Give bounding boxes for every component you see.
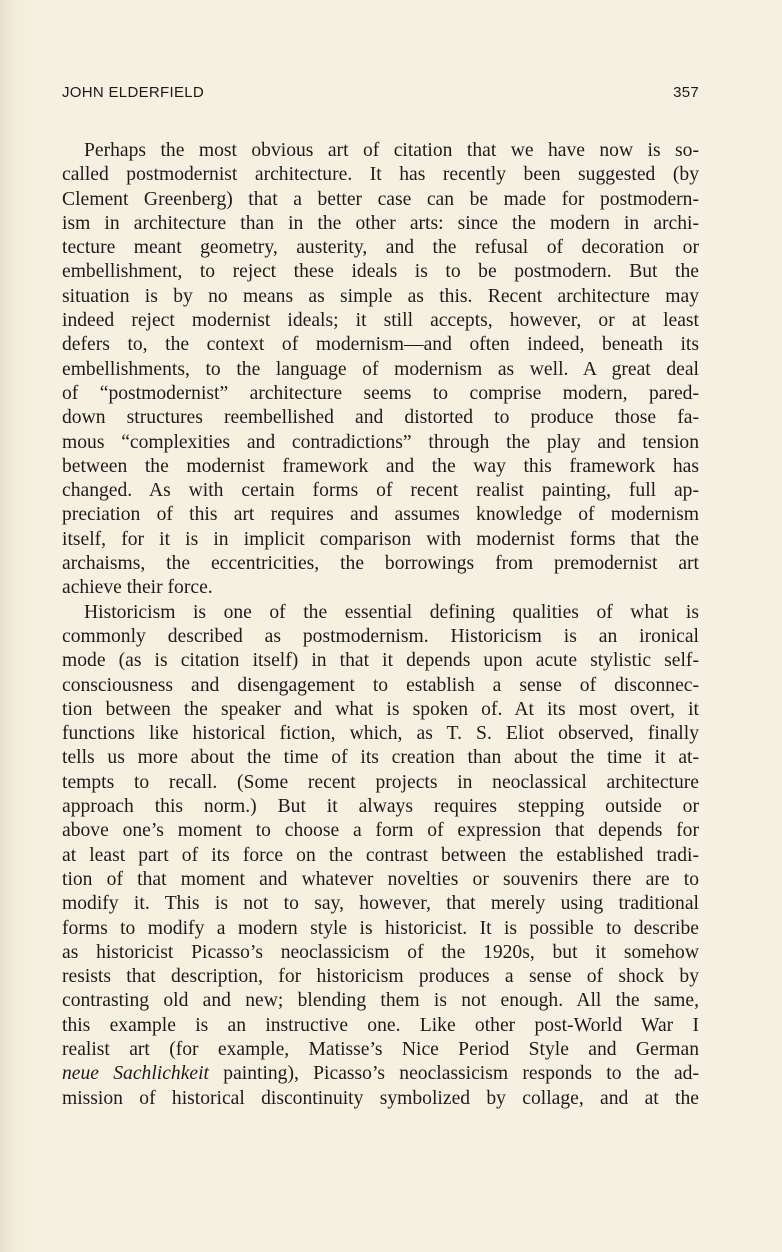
text-line: Perhaps the most obvious art of citation that we have now is so- xyxy=(84,140,699,161)
text-line: embellishment, to reject these ideals is to be postmodern. But the xyxy=(62,261,699,283)
paragraph-2 xyxy=(62,601,699,1111)
text-line: resists that description, for historicism produces a sense of shock by xyxy=(62,966,699,988)
text-line-with-italic xyxy=(62,1062,699,1086)
text-line-remainder: painting), Picasso’s neoclassicism responds to the ad- xyxy=(223,1063,699,1085)
text-line: modify it. This is not to say, however, that merely using traditional xyxy=(62,893,699,915)
text-line: mous “complexities and contradictions” through the play and tension xyxy=(62,431,699,453)
text-line: tempts to recall. (Some recent projects in neoclassical architecture xyxy=(62,771,699,793)
text-line: ism in architecture than in the other arts: since the modern in archi- xyxy=(62,212,699,234)
text-line: of “postmodernist” architecture seems to comprise modern, pared- xyxy=(62,382,699,404)
text-line: Historicism is one of the essential defining qualities of what is xyxy=(84,601,699,623)
text-line: between the modernist framework and the way this framework has xyxy=(62,455,699,477)
text-line: realist art (for example, Matisse’s Nice Period Style and German xyxy=(62,1038,699,1060)
running-head xyxy=(62,84,699,101)
text-line: approach this norm.) But it always requires stepping outside or xyxy=(62,796,699,818)
page-number: 357 xyxy=(673,84,699,101)
text-line: functions like historical fiction, which, as T. S. Eliot observed, finally xyxy=(62,723,699,745)
text-line: defers to, the context of modernism—and often indeed, beneath its xyxy=(62,334,699,356)
italic-term: neue Sachlichkeit xyxy=(62,1063,209,1085)
text-line: indeed reject modernist ideals; it still accepts, however, or at least xyxy=(62,310,699,332)
text-line: as historicist Picasso’s neoclassicism of the 1920s, but it somehow xyxy=(62,941,699,963)
text-line: embellishments, to the language of modernism as well. A great deal xyxy=(62,358,699,380)
text-line: tecture meant geometry, austerity, and the refusal of decoration or xyxy=(62,237,699,259)
text-line: above one’s moment to choose a form of expression that depends for xyxy=(62,820,699,842)
text-line: tells us more about the time of its creation than about the time it at- xyxy=(62,747,699,769)
author-name: JOHN ELDERFIELD xyxy=(62,84,205,101)
text-line: commonly described as postmodernism. Historicism is an ironical xyxy=(62,625,699,647)
text-line: tion of that moment and whatever novelties or souvenirs there are to xyxy=(62,868,699,890)
text-line: archaisms, the eccentricities, the borrowings from premodernist art xyxy=(62,553,699,575)
text-line: mode (as is citation itself) in that it depends upon acute stylistic self- xyxy=(62,650,699,672)
text-line: called postmodernist architecture. It has recently been suggested (by xyxy=(62,164,699,186)
text-line: mission of historical discontinuity symbolized by collage, and at the xyxy=(62,1087,699,1109)
paragraph-1 xyxy=(62,139,699,601)
text-line: down structures reembellished and distorted to produce those fa- xyxy=(62,407,699,429)
text-line: tion between the speaker and what is spoken of. At its most overt, it xyxy=(62,698,699,720)
text-line: Clement Greenberg) that a better case can be made for postmodern- xyxy=(62,188,699,210)
text-line: achieve their force. xyxy=(62,577,213,599)
text-line: itself, for it is in implicit comparison with modernist forms that the xyxy=(62,528,699,550)
body-text xyxy=(62,139,699,1111)
text-line: at least part of its force on the contrast between the established tradi- xyxy=(62,844,699,866)
text-line: this example is an instructive one. Like other post-World War I xyxy=(62,1014,699,1036)
text-line: situation is by no means as simple as this. Recent architecture may xyxy=(62,285,699,307)
text-line: consciousness and disengagement to establish a sense of disconnec- xyxy=(62,674,699,696)
text-line: forms to modify a modern style is historicist. It is possible to describe xyxy=(62,917,699,939)
text-line: changed. As with certain forms of recent realist painting, full ap- xyxy=(62,480,699,502)
text-line: preciation of this art requires and assumes knowledge of modernism xyxy=(62,504,699,526)
text-line: contrasting old and new; blending them is not enough. All the same, xyxy=(62,990,699,1012)
